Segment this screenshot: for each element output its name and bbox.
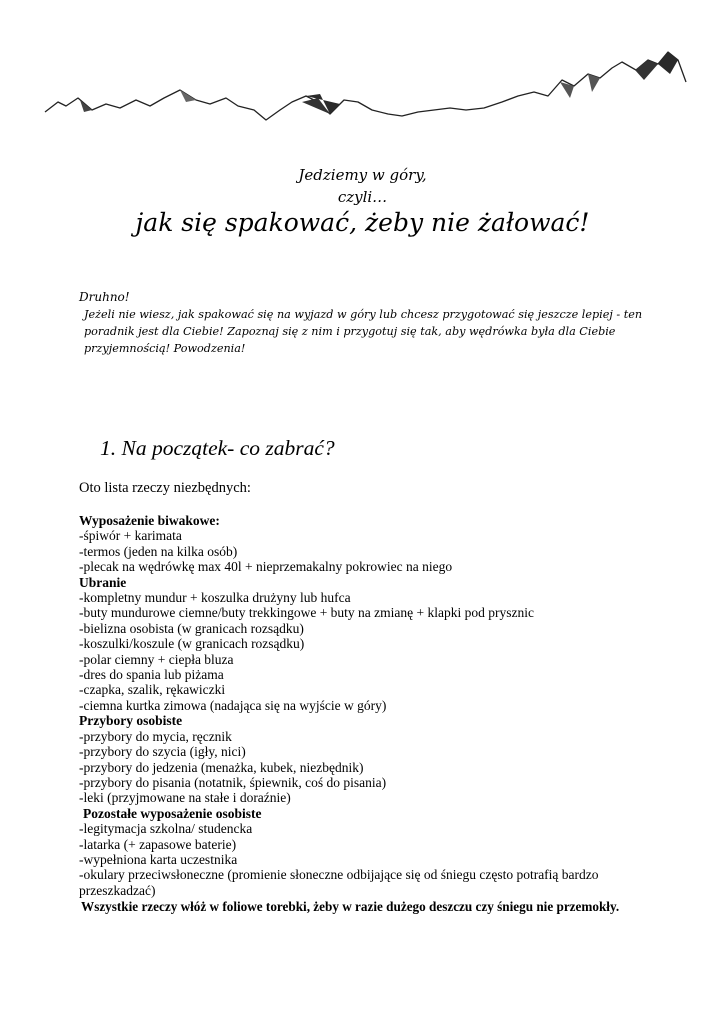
section-heading: 1. Na początek- co zabrać? xyxy=(100,436,335,460)
list-item: -przybory do mycia, ręcznik xyxy=(79,728,232,744)
final-note: Wszystkie rzeczy włóż w foliowe torebki, żeby w razie dużego deszczu czy śniegu nie przemokły. xyxy=(81,899,620,914)
list-item: -bielizna osobista (w granicach rozsądku) xyxy=(79,620,304,636)
list-item: -legitymacja szkolna/ studencka xyxy=(79,821,253,837)
list-item: -czapka, szalik, rękawiczki xyxy=(79,682,226,698)
list-item: -termos (jeden na kilka osób) xyxy=(79,543,238,559)
list-item: -leki (przyjmowane na stałe i doraźnie) xyxy=(79,790,291,806)
subtitle-line-1: Jedziemy w góry, xyxy=(298,166,427,184)
packing-list xyxy=(79,513,699,898)
list-item: -dres do spania lub piżama xyxy=(79,667,224,683)
greeting: Druhno! xyxy=(79,290,130,304)
list-item: -buty mundurowe ciemne/buty trekkingowe + buty na zmianę + klapki pod prysznic xyxy=(79,605,534,621)
page-title: jak się spakować, żeby nie żałować! xyxy=(135,208,590,237)
subtitle-line-2: czyli… xyxy=(337,188,388,206)
group-title: Wyposażenie biwakowe: xyxy=(79,513,220,528)
mountains-illustration xyxy=(40,40,690,170)
list-item: -przybory do szycia (igły, nici) xyxy=(79,744,246,760)
list-item: -ciemna kurtka zimowa (nadająca się na wyjście w góry) xyxy=(79,697,387,713)
list-item: -kompletny mundur + koszulka drużyny lub hufca xyxy=(79,590,351,606)
list-item: -latarka (+ zapasowe baterie) xyxy=(79,836,237,852)
list-item: -koszulki/koszule (w granicach rozsądku) xyxy=(79,636,305,652)
list-item: -śpiwór + karimata xyxy=(79,528,182,544)
list-item: -okulary przeciwsłoneczne (promienie słoneczne odbijające się od śniegu często potrafią bardzo przeszkadzać) xyxy=(79,867,599,898)
group-title: Przybory osobiste xyxy=(79,713,183,729)
list-item: -przybory do pisania (notatnik, śpiewnik, coś do pisania) xyxy=(79,774,387,790)
list-lead: Oto lista rzeczy niezbędnych: xyxy=(79,480,251,496)
group-title: Ubranie xyxy=(79,574,127,590)
intro-paragraph: Jeżeli nie wiesz, jak spakować się na wyjazd w góry lub chcesz przygotować się jeszcze lepiej - ten poradnik jest dla Ciebie! Zapoznaj się z nim i przygotuj się tak, aby wędrówka była dla Ciebie przyjemnością! Powodzenia! xyxy=(84,308,643,355)
list-item: -przybory do jedzenia (menażka, kubek, niezbędnik) xyxy=(79,759,364,775)
list-item: -polar ciemny + ciepła bluza xyxy=(79,651,234,667)
list-item: -plecak na wędrówkę max 40l + nieprzemakalny pokrowiec na niego xyxy=(79,559,453,575)
group-title: Pozostałe wyposażenie osobiste xyxy=(83,805,262,821)
list-item: -wypełniona karta uczestnika xyxy=(79,851,238,867)
